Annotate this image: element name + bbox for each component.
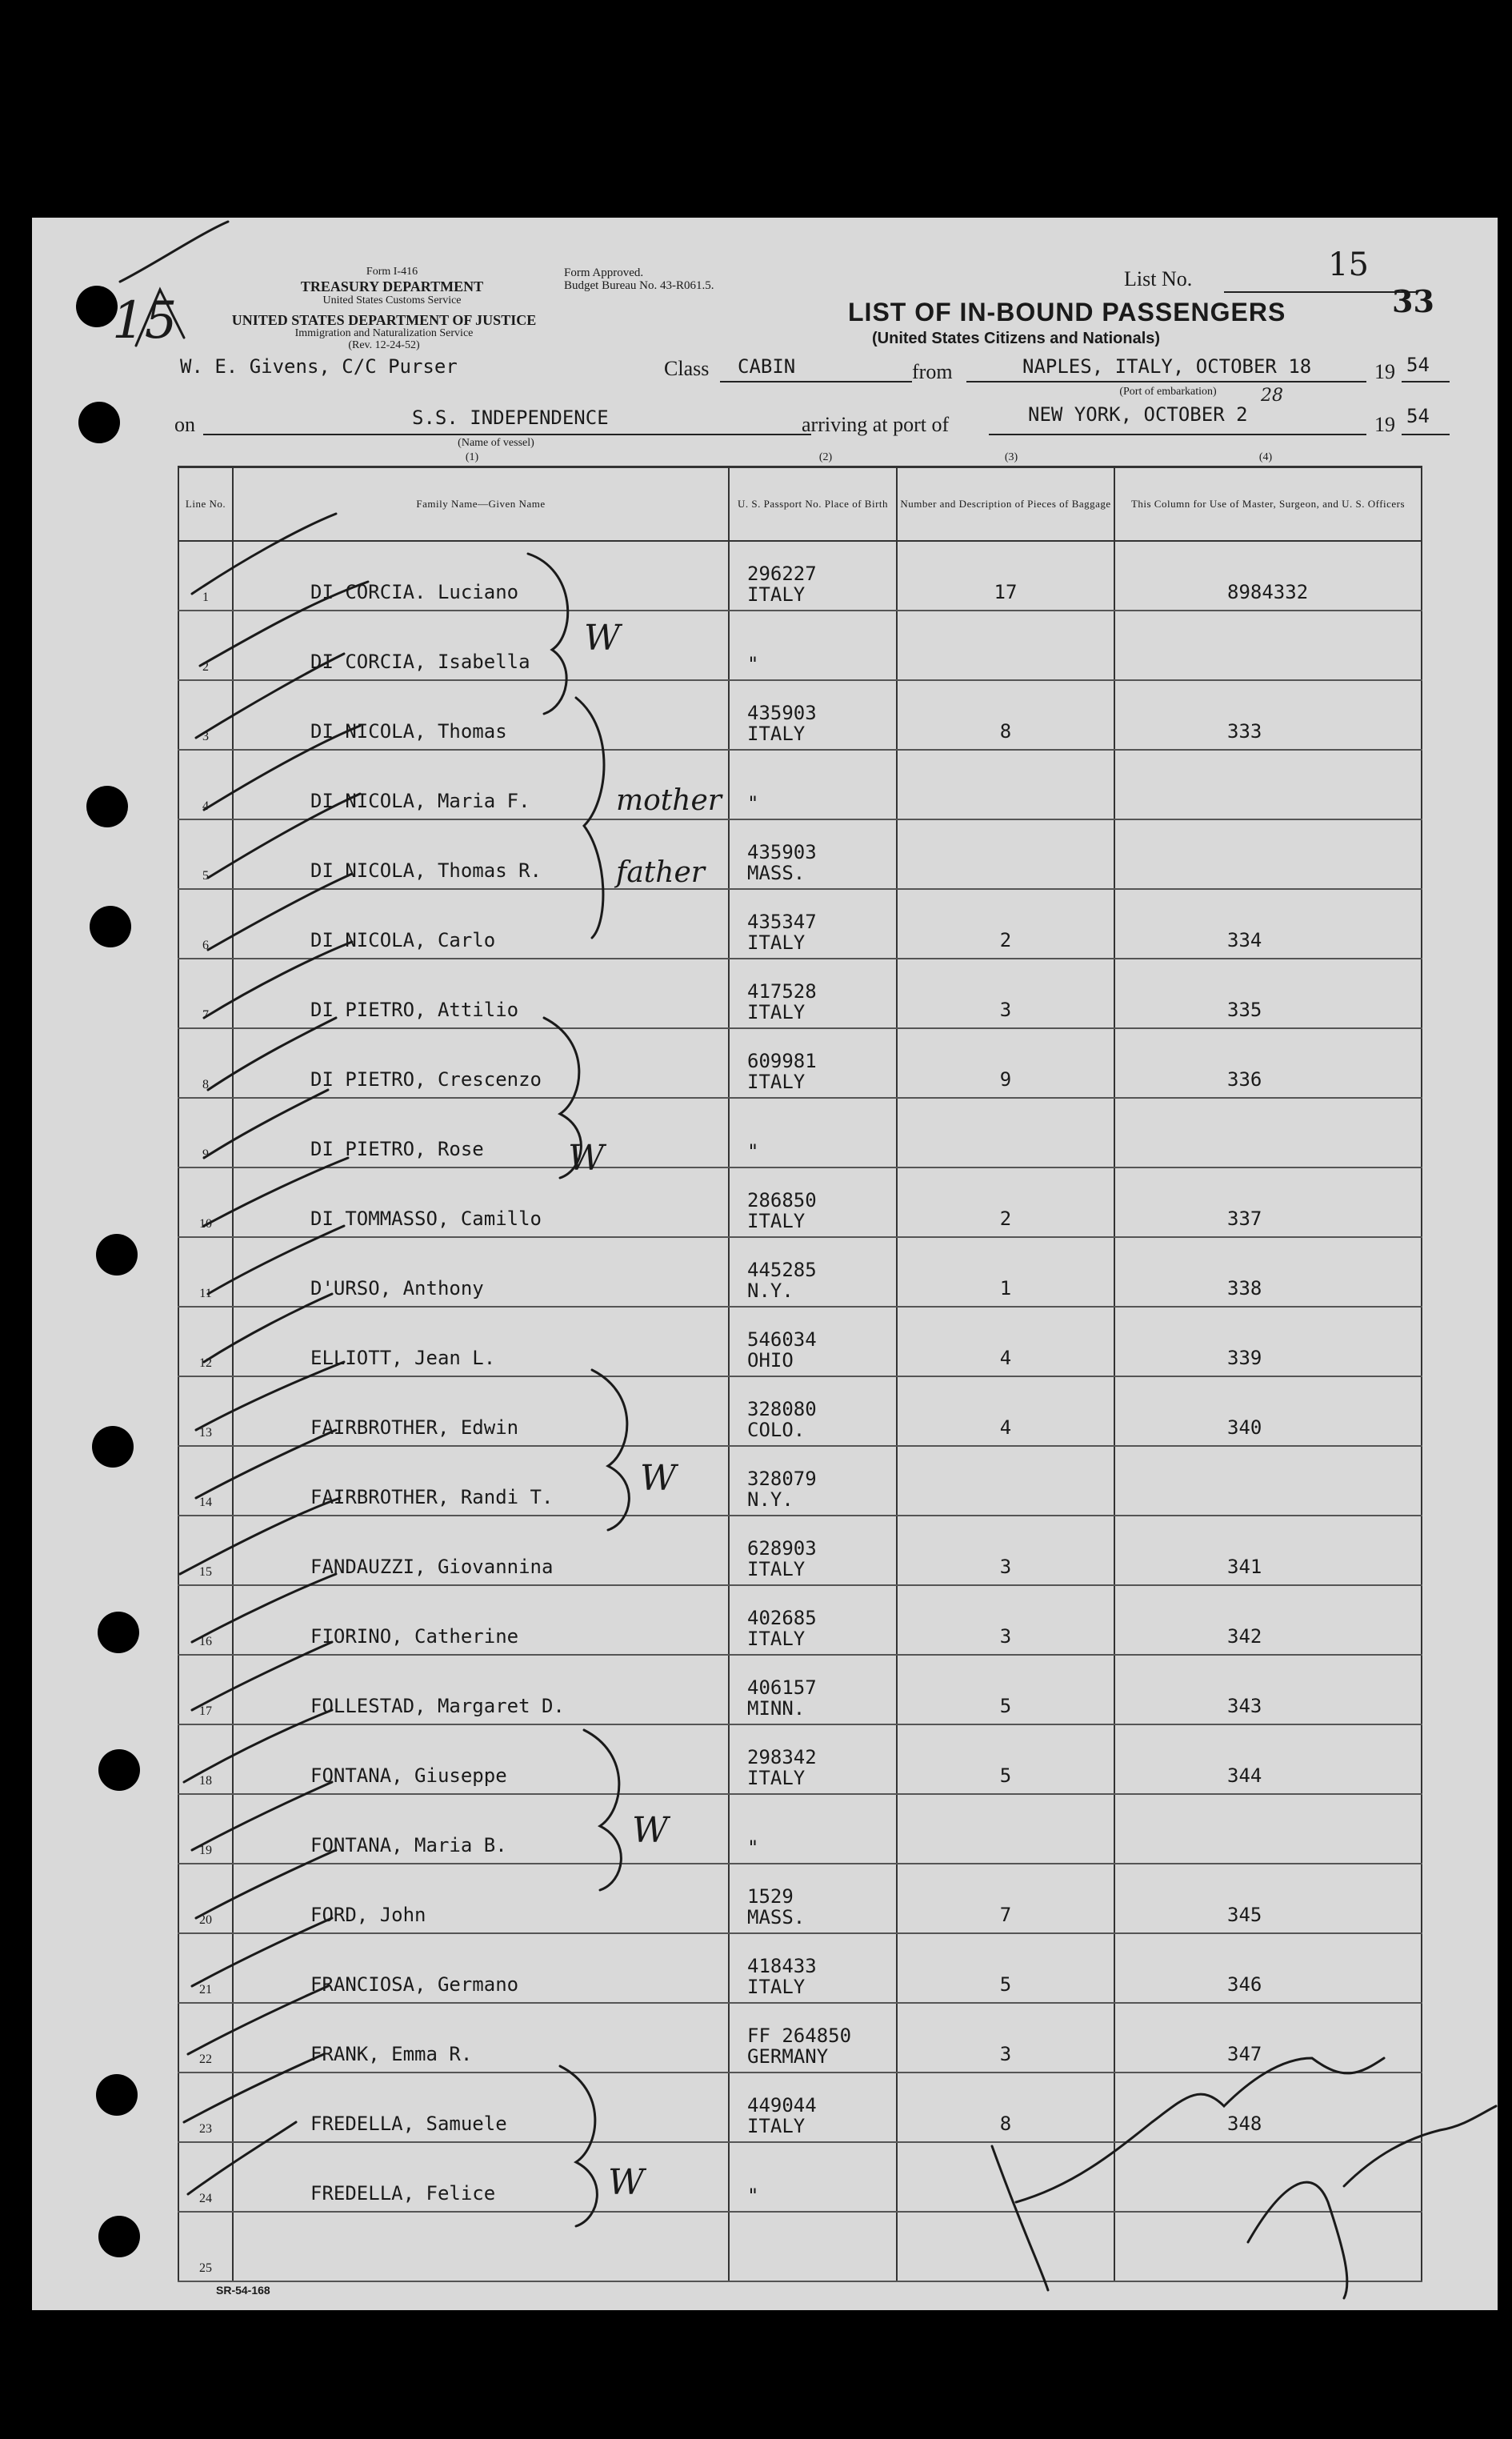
passport-number: 406157	[747, 1676, 817, 1699]
officer-number: 340	[1114, 1376, 1422, 1446]
passenger-name: FAIRBROTHER, Randi T.	[233, 1446, 729, 1516]
passport-birth	[729, 750, 897, 819]
place-of-birth: "	[747, 653, 759, 675]
wife-mark: W	[632, 1810, 669, 1851]
place-of-birth: ITALY	[747, 931, 806, 954]
passport-number: 546034	[747, 1328, 817, 1351]
line-number: 14	[178, 1446, 233, 1516]
justice-department: UNITED STATES DEPARTMENT OF JUSTICE	[231, 312, 537, 328]
baggage-count	[897, 2212, 1114, 2281]
table-row	[178, 1933, 1422, 2003]
year-underline	[1402, 381, 1450, 382]
place-of-birth: MASS.	[747, 1906, 806, 1928]
passport-birth	[729, 611, 897, 680]
passport-birth	[729, 541, 897, 611]
baggage-count: 9	[897, 1028, 1114, 1098]
passport-number: 445285	[747, 1259, 817, 1281]
year-prefix-2: 19	[1374, 413, 1395, 436]
officer-number: 343	[1114, 1655, 1422, 1724]
passport-birth	[729, 1516, 897, 1585]
baggage-count: 2	[897, 889, 1114, 959]
passport-number: 1529	[747, 1885, 794, 1908]
passport-birth	[729, 819, 897, 889]
line-number: 21	[178, 1933, 233, 2003]
class-value: CABIN	[738, 355, 796, 378]
passport-number: 286850	[747, 1189, 817, 1211]
officer-number: 338	[1114, 1237, 1422, 1307]
table-row	[178, 1794, 1422, 1864]
place-of-birth: ITALY	[747, 2115, 806, 2137]
passport-birth	[729, 1585, 897, 1655]
officer-number: 8984332	[1114, 541, 1422, 611]
col-header-line: Line No.	[178, 467, 233, 542]
passenger-table	[178, 466, 1422, 2282]
form-number: Form I-416	[366, 266, 418, 278]
line-number: 23	[178, 2073, 233, 2142]
punch-hole	[86, 786, 128, 827]
from-underline	[966, 381, 1366, 382]
officer-number: 345	[1114, 1864, 1422, 1933]
arriving-label: arriving at port of	[802, 413, 950, 436]
passport-birth	[729, 889, 897, 959]
place-of-birth: "	[747, 2185, 759, 2207]
table-row	[178, 2003, 1422, 2073]
place-of-birth: "	[747, 1140, 759, 1163]
table-row	[178, 1307, 1422, 1376]
passenger-name: FREDELLA, Felice	[233, 2142, 729, 2212]
table-row	[178, 2212, 1422, 2281]
baggage-count: 4	[897, 1376, 1114, 1446]
officer-number: 341	[1114, 1516, 1422, 1585]
col-num-2: (2)	[818, 451, 833, 463]
passenger-name: FRANCIOSA, Germano	[233, 1933, 729, 2003]
place-of-birth: MASS.	[747, 862, 806, 884]
passport-number: 418433	[747, 1955, 817, 1977]
line-number: 2	[178, 611, 233, 680]
baggage-count: 17	[897, 541, 1114, 611]
baggage-count	[897, 1446, 1114, 1516]
table-row	[178, 1167, 1422, 1237]
line-number: 15	[178, 1516, 233, 1585]
table-row	[178, 889, 1422, 959]
passport-number: 402685	[747, 1607, 817, 1629]
passenger-name: D'URSO, Anthony	[233, 1237, 729, 1307]
passport-number: 417528	[747, 980, 817, 1003]
passport-birth	[729, 1864, 897, 1933]
officer-number: 339	[1114, 1307, 1422, 1376]
punch-hole	[76, 286, 118, 327]
passport-birth	[729, 1098, 897, 1167]
table-row	[178, 1724, 1422, 1794]
table-row	[178, 1446, 1422, 1516]
father-note: father	[616, 856, 705, 889]
line-number: 3	[178, 680, 233, 750]
passenger-name: FORD, John	[233, 1864, 729, 1933]
passenger-name: FRANK, Emma R.	[233, 2003, 729, 2073]
officer-number	[1114, 1446, 1422, 1516]
arrival-underline	[989, 434, 1366, 435]
year-prefix: 19	[1374, 360, 1395, 383]
col-num-3: (3)	[1004, 451, 1018, 463]
table-row	[178, 819, 1422, 889]
officer-number: 335	[1114, 959, 1422, 1028]
place-of-birth: N.Y.	[747, 1280, 794, 1302]
table-row	[178, 2142, 1422, 2212]
passenger-name: DI PIETRO, Rose	[233, 1098, 729, 1167]
line-number: 18	[178, 1724, 233, 1794]
passenger-name: FONTANA, Giuseppe	[233, 1724, 729, 1794]
budget-bureau: Budget Bureau No. 43-R061.5.	[564, 279, 714, 292]
baggage-count: 3	[897, 2003, 1114, 2073]
passport-birth	[729, 1167, 897, 1237]
passport-number: 449044	[747, 2094, 817, 2117]
baggage-count	[897, 819, 1114, 889]
from-label: from	[912, 360, 953, 383]
place-of-birth: ITALY	[747, 1628, 806, 1650]
passenger-name: ELLIOTT, Jean L.	[233, 1307, 729, 1376]
col-num-4: (4)	[1258, 451, 1273, 463]
baggage-count: 7	[897, 1864, 1114, 1933]
wife-mark: W	[584, 618, 621, 659]
passport-number: 296227	[747, 563, 817, 585]
line-number: 13	[178, 1376, 233, 1446]
officer-number	[1114, 611, 1422, 680]
place-of-birth: COLO.	[747, 1419, 806, 1441]
wife-mark: W	[640, 1458, 677, 1499]
passport-birth	[729, 680, 897, 750]
officer-number	[1114, 819, 1422, 889]
passport-number: 609981	[747, 1050, 817, 1072]
punch-hole	[90, 906, 131, 947]
baggage-count: 4	[897, 1307, 1114, 1376]
table-row	[178, 2073, 1422, 2142]
year-value: 54	[1406, 354, 1430, 376]
passport-birth	[729, 1307, 897, 1376]
table-row	[178, 1585, 1422, 1655]
passport-number: 628903	[747, 1537, 817, 1560]
class-label: Class	[664, 357, 710, 380]
baggage-count	[897, 1794, 1114, 1864]
table-row	[178, 1237, 1422, 1307]
place-of-birth: ITALY	[747, 1976, 806, 1998]
officer-number	[1114, 2142, 1422, 2212]
passport-number: FF 264850	[747, 2024, 852, 2047]
line-number: 4	[178, 750, 233, 819]
line-number: 25	[178, 2212, 233, 2281]
line-number: 12	[178, 1307, 233, 1376]
table-row	[178, 680, 1422, 750]
table-row	[178, 750, 1422, 819]
punch-hole	[98, 2216, 140, 2257]
passport-number: 328079	[747, 1468, 817, 1490]
table-row	[178, 611, 1422, 680]
ins-service: Immigration and Naturalization Service	[294, 327, 474, 339]
line-number: 19	[178, 1794, 233, 1864]
passport-number: 435347	[747, 911, 817, 933]
passenger-name: FAIRBROTHER, Edwin	[233, 1376, 729, 1446]
passenger-name: FOLLESTAD, Margaret D.	[233, 1655, 729, 1724]
line-number: 24	[178, 2142, 233, 2212]
table-row	[178, 1864, 1422, 1933]
list-no-label: List No.	[1124, 267, 1193, 290]
baggage-count: 5	[897, 1655, 1114, 1724]
officer-number: 344	[1114, 1724, 1422, 1794]
punch-hole	[98, 1749, 140, 1791]
col-header-name: Family Name—Given Name	[233, 467, 729, 542]
list-no-underline	[1224, 291, 1416, 293]
passport-number: 328080	[747, 1398, 817, 1420]
embark-label: (Port of embarkation)	[1119, 386, 1217, 398]
treasury-department: TREASURY DEPARTMENT	[300, 278, 484, 294]
passport-birth	[729, 2003, 897, 2073]
passport-birth	[729, 1794, 897, 1864]
baggage-count	[897, 750, 1114, 819]
baggage-count: 1	[897, 1237, 1114, 1307]
arrival-correction: 28	[1261, 386, 1283, 406]
passenger-name: DI PIETRO, Attilio	[233, 959, 729, 1028]
line-number: 9	[178, 1098, 233, 1167]
passenger-name: FANDAUZZI, Giovannina	[233, 1516, 729, 1585]
punch-hole	[92, 1426, 134, 1468]
officer-number: 336	[1114, 1028, 1422, 1098]
punch-hole	[98, 1612, 139, 1653]
vessel-underline	[203, 434, 811, 435]
table-row	[178, 959, 1422, 1028]
place-of-birth: OHIO	[747, 1349, 794, 1372]
baggage-count: 5	[897, 1933, 1114, 2003]
punch-hole	[96, 2074, 138, 2116]
line-number: 20	[178, 1864, 233, 1933]
arrival-value: NEW YORK, OCTOBER 2	[1028, 403, 1248, 426]
passport-birth	[729, 1446, 897, 1516]
passenger-name	[233, 2212, 729, 2281]
officer-number: 348	[1114, 2073, 1422, 2142]
baggage-count	[897, 1098, 1114, 1167]
officer-number	[1114, 1794, 1422, 1864]
baggage-count: 3	[897, 959, 1114, 1028]
margin-number: 15	[112, 291, 178, 350]
baggage-count	[897, 2142, 1114, 2212]
officer-number: 347	[1114, 2003, 1422, 2073]
line-number: 8	[178, 1028, 233, 1098]
form-footer: SR-54-168	[216, 2284, 270, 2297]
officer-number: 333	[1114, 680, 1422, 750]
place-of-birth: MINN.	[747, 1697, 806, 1720]
passport-birth	[729, 2212, 897, 2281]
passenger-name: DI NICOLA, Thomas R.	[233, 819, 729, 889]
margin-mark	[120, 222, 228, 282]
passenger-name: DI CORCIA. Luciano	[233, 541, 729, 611]
vessel-name: S.S. INDEPENDENCE	[412, 406, 609, 429]
officer-number: 342	[1114, 1585, 1422, 1655]
place-of-birth: "	[747, 1836, 759, 1859]
passenger-name: DI NICOLA, Maria F.	[233, 750, 729, 819]
place-of-birth: ITALY	[747, 723, 806, 745]
table-row	[178, 1098, 1422, 1167]
place-of-birth: ITALY	[747, 1767, 806, 1789]
table-row	[178, 541, 1422, 611]
baggage-count: 2	[897, 1167, 1114, 1237]
vessel-label: (Name of vessel)	[458, 437, 534, 449]
officer-number: 334	[1114, 889, 1422, 959]
table-row	[178, 1028, 1422, 1098]
passport-birth	[729, 1655, 897, 1724]
officer-number	[1114, 750, 1422, 819]
from-value: NAPLES, ITALY, OCTOBER 18	[1022, 355, 1312, 378]
place-of-birth: ITALY	[747, 1001, 806, 1023]
col-num-1: (1)	[465, 451, 479, 463]
form-title: LIST OF IN-BOUND PASSENGERS	[848, 298, 1286, 326]
line-number: 11	[178, 1237, 233, 1307]
col-header-officers: This Column for Use of Master, Surgeon, and U. S. Officers	[1114, 467, 1422, 542]
line-number: 1	[178, 541, 233, 611]
line-number: 5	[178, 819, 233, 889]
passenger-name: DI TOMMASSO, Camillo	[233, 1167, 729, 1237]
purser-name: W. E. Givens, C/C Purser	[180, 355, 458, 378]
passenger-name: DI PIETRO, Crescenzo	[233, 1028, 729, 1098]
place-of-birth: GERMANY	[747, 2045, 829, 2068]
table-header	[178, 467, 1422, 542]
table-row	[178, 1376, 1422, 1446]
passport-birth	[729, 1724, 897, 1794]
table-row	[178, 1655, 1422, 1724]
passport-number: 435903	[747, 841, 817, 863]
form-subtitle: (United States Citizens and Nationals)	[872, 330, 1161, 347]
customs-service: United States Customs Service	[322, 294, 462, 306]
col-header-baggage: Number and Description of Pieces of Baggage	[897, 467, 1114, 542]
baggage-count: 3	[897, 1585, 1114, 1655]
line-number: 22	[178, 2003, 233, 2073]
punch-hole	[96, 1234, 138, 1276]
passport-birth	[729, 959, 897, 1028]
place-of-birth: N.Y.	[747, 1488, 794, 1511]
punch-hole	[78, 402, 120, 443]
passenger-name: DI NICOLA, Thomas	[233, 680, 729, 750]
wife-mark: W	[608, 2162, 645, 2203]
place-of-birth: ITALY	[747, 583, 806, 606]
passenger-name: FONTANA, Maria B.	[233, 1794, 729, 1864]
manifest-sheet	[32, 218, 1498, 2310]
passenger-name: FREDELLA, Samuele	[233, 2073, 729, 2142]
revision-date: (Rev. 12-24-52)	[348, 339, 420, 351]
line-number: 10	[178, 1167, 233, 1237]
line-number: 16	[178, 1585, 233, 1655]
line-number: 7	[178, 959, 233, 1028]
mother-note: mother	[616, 784, 722, 817]
passport-birth	[729, 1376, 897, 1446]
officer-number	[1114, 2212, 1422, 2281]
place-of-birth: ITALY	[747, 1210, 806, 1232]
on-label: on	[174, 413, 195, 436]
passport-birth	[729, 1933, 897, 2003]
year-underline-2	[1402, 434, 1450, 435]
passport-birth	[729, 2073, 897, 2142]
passport-birth	[729, 2142, 897, 2212]
wife-mark: W	[568, 1138, 605, 1179]
list-no-value: 15	[1328, 246, 1369, 283]
passport-number: 435903	[747, 702, 817, 724]
passport-birth	[729, 1028, 897, 1098]
passport-number: 298342	[747, 1746, 817, 1768]
form-approved: Form Approved.	[564, 266, 644, 279]
baggage-count: 8	[897, 2073, 1114, 2142]
place-of-birth: ITALY	[747, 1558, 806, 1580]
year-value-2: 54	[1406, 405, 1430, 427]
passenger-name: DI NICOLA, Carlo	[233, 889, 729, 959]
col-header-passport: U. S. Passport No. Place of Birth	[729, 467, 897, 542]
officer-number: 337	[1114, 1167, 1422, 1237]
class-underline	[720, 381, 912, 382]
passport-birth	[729, 1237, 897, 1307]
passenger-name: FIORINO, Catherine	[233, 1585, 729, 1655]
table-row	[178, 1516, 1422, 1585]
passenger-name: DI CORCIA, Isabella	[233, 611, 729, 680]
officer-number: 346	[1114, 1933, 1422, 2003]
baggage-count: 8	[897, 680, 1114, 750]
line-number: 6	[178, 889, 233, 959]
baggage-count: 5	[897, 1724, 1114, 1794]
line-number: 17	[178, 1655, 233, 1724]
officer-number	[1114, 1098, 1422, 1167]
list-no-alt: 33	[1392, 283, 1434, 319]
baggage-count	[897, 611, 1114, 680]
baggage-count: 3	[897, 1516, 1114, 1585]
place-of-birth: "	[747, 792, 759, 815]
place-of-birth: ITALY	[747, 1071, 806, 1093]
